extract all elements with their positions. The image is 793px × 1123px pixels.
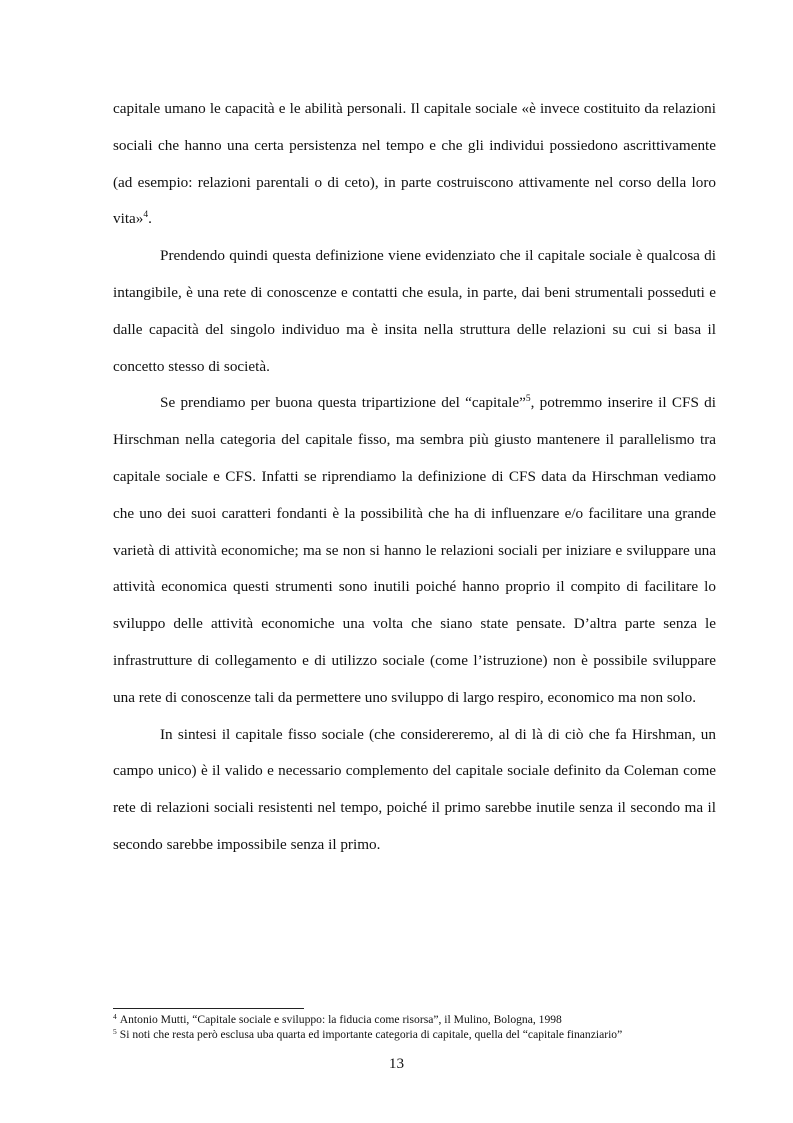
paragraph-2-text: Prendendo quindi questa definizione viene evidenziato che il capitale sociale è qualcosa di intangibile, è una rete di conoscenze e contatti che esula, in parte, dai beni strumentali posseduti e dalle capacità del singolo individuo ma è insita nella struttura delle relazioni su cui si basa il concetto stesso di società.	[113, 247, 716, 375]
paragraph-1-tail: .	[148, 210, 152, 228]
footnote-text: Antonio Mutti, “Capitale sociale e sviluppo: la fiducia come risorsa”, il Mulino, Bologna, 1998	[119, 1013, 562, 1026]
footnote-ref-5[interactable]: 5	[525, 394, 531, 405]
paragraph-1	[113, 91, 716, 238]
page-number: 13	[388, 1055, 405, 1072]
paragraph-2	[113, 238, 716, 385]
footnote-ref-4[interactable]: 4	[143, 210, 149, 221]
paragraph-4-text: In sintesi il capitale fisso sociale (che considereremo, al di là di ciò che fa Hirshman, un campo unico) è il valido e necessario complemento del capitale sociale definito da Coleman come rete di relazioni sociali resistenti nel tempo, poiché il primo sarebbe inutile senza il secondo ma il secondo sarebbe impossibile senza il primo.	[113, 725, 716, 853]
paragraph-1-text: capitale umano le capacità e le abilità personali. Il capitale sociale «è invece costituito da relazioni sociali che hanno una certa persistenza nel tempo e che gli individui possiedono ascrittivamente (ad esempio: relazioni parentali o di ceto), in parte costruiscono attivamente nel corso della loro vita»	[113, 100, 716, 228]
footnote-divider	[113, 1008, 304, 1009]
footnote-text: Si noti che resta però esclusa uba quarta ed importante categoria di capitale, quella del “capitale finanziario”	[119, 1027, 623, 1041]
paragraph-4	[113, 717, 716, 864]
footnote-4	[113, 1013, 733, 1028]
footnotes	[113, 1013, 733, 1042]
footnote-5	[113, 1028, 733, 1043]
paragraph-3-text-before: Se prendiamo per buona questa tripartizione del “capitale”	[160, 394, 526, 412]
paragraph-3	[113, 385, 716, 716]
footnote-number: 4	[113, 1012, 117, 1021]
main-text	[113, 91, 716, 864]
paragraph-3-text-after: , potremmo inserire il CFS di Hirschman nella categoria del capitale fisso, ma sembra più giusto mantenere il parallelismo tra capitale sociale e CFS. Infatti se riprendiamo la definizione di CFS data da Hirschman vediamo che uno dei suoi caratteri fondanti è la possibilità che ha di influenzare e/o facilitare una grande varietà di attività economiche; ma se non si hanno le relazioni sociali per iniziare e sviluppare una attività economica questi strumenti sono inutili poiché hanno proprio il compito di facilitare lo sviluppo delle attività economiche una volta che siano state pensate. D’altra parte senza le infrastrutture di collegamento e di utilizzo sociale (come l’istruzione) non è possibile sviluppare una rete di conoscenze tali da permettere uno sviluppo di largo respiro, economico ma non solo.	[113, 394, 716, 706]
footnote-number: 5	[113, 1026, 117, 1036]
